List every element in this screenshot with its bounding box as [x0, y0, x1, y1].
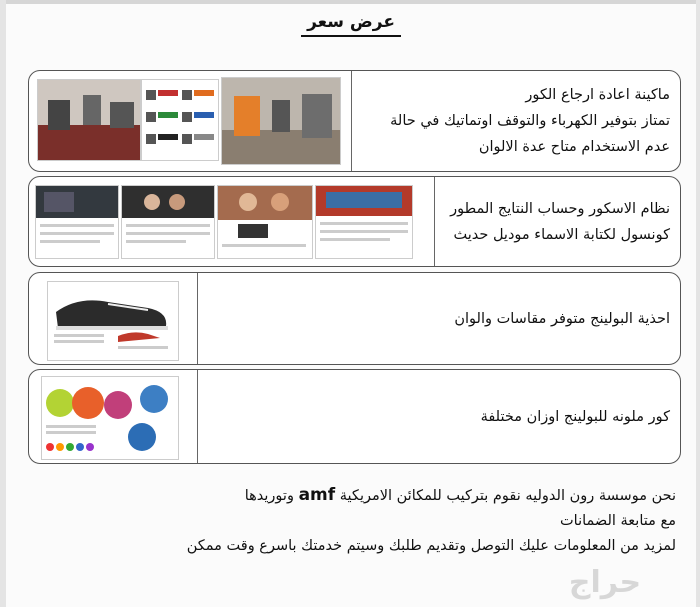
row-text: [433, 177, 680, 266]
row-text-line: عدم الاستخدام متاح عدة الالوان: [478, 139, 670, 155]
product-row-scoring-system: [28, 176, 681, 267]
top-edge: [6, 0, 696, 4]
product-row-bowling-shoes: [28, 272, 681, 365]
row-text-line: احذية البولينج متوفر مقاسات والوان: [454, 310, 670, 327]
product-row-bowling-balls: [28, 369, 681, 464]
row-text: [196, 370, 680, 463]
product-images: [29, 273, 197, 364]
company-info: [116, 483, 676, 559]
balls-brochure: [41, 376, 179, 460]
row-text-line: نظام الاسكور وحساب النتايج المطور: [450, 200, 670, 217]
brand-name: amf: [298, 485, 336, 505]
scoring-brochure-4: [315, 185, 413, 259]
info-line-3: لمزيد من المعلومات عليك التوصل وتقديم طلبك وسيتم خدمتك باسرع وقت ممكن: [186, 538, 676, 554]
page-title: عرض سعر: [6, 12, 696, 32]
row-text-line: ماكينة اعادة ارجاع الكور: [525, 87, 670, 103]
info-line-2: مع متابعة الضمانات: [560, 513, 676, 529]
row-text-line: تمتاز بتوفير الكهرباء والتوقف اوتماتيك في حالة: [390, 113, 670, 129]
machine-photo-1: [37, 79, 141, 161]
shoes-brochure: [47, 281, 179, 361]
machine-colors-image: [141, 79, 219, 161]
product-row-ball-return: [28, 70, 681, 172]
info-line-1: نحن موسسة رون الدوليه نقوم بتركيب للمكائن الامريكية amf وتوريدها: [244, 485, 676, 505]
product-images: [29, 177, 434, 266]
row-text-line: كور ملونه للبولينج اوزان مختلفة: [480, 408, 670, 425]
scoring-brochure-3: [217, 185, 313, 259]
watermark-logo: حراج: [568, 565, 642, 600]
machine-photo-2: [221, 77, 341, 165]
row-text: [196, 273, 680, 364]
product-images: [29, 370, 197, 463]
scoring-brochure-1: [35, 185, 119, 259]
row-text: [350, 71, 680, 171]
document-page: [6, 0, 696, 607]
scoring-brochure-2: [121, 185, 215, 259]
product-images: [29, 71, 351, 171]
row-text-line: كونسول لكتابة الاسماء موديل حديث: [453, 226, 670, 243]
